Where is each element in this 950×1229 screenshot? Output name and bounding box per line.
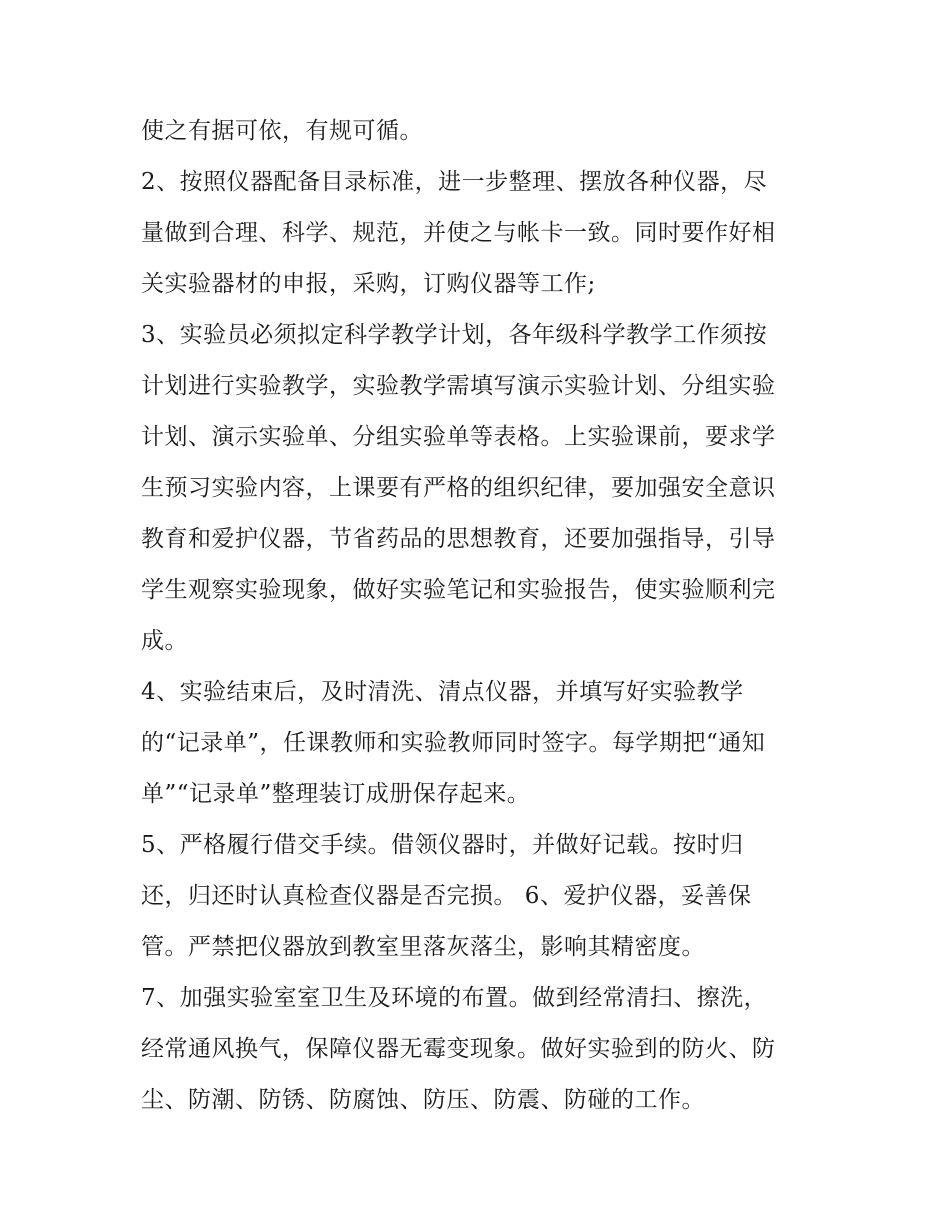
text-line: 经常通风换气，保障仪器无霉变现象。做好实验到的防火、防 [141, 1036, 776, 1062]
text-line: 5、严格履行借交手续。借领仪器时，并做好记载。按时归 [141, 832, 744, 858]
text-line: 生预习实验内容，上课要有严格的组织纪律，要加强安全意识 [141, 475, 776, 501]
text-line: 的“记录单”，任课教师和实验教师同时签字。每学期把“通知 [141, 730, 766, 756]
text-line: 学生观察实验现象，做好实验笔记和实验报告，使实验顺利完 [141, 577, 776, 603]
text-line: 计划进行实验教学，实验教学需填写演示实验计划、分组实验 [141, 373, 776, 399]
text-line: 单”“记录单”整理装订成册保存起来。 [141, 781, 531, 807]
text-line: 管。严禁把仪器放到教室里落灰落尘，影响其精密度。 [141, 934, 705, 960]
text-line: 尘、防潮、防锈、防腐蚀、防压、防震、防碰的工作。 [141, 1087, 705, 1113]
text-line: 4、实验结束后，及时清洗、清点仪器，并填写好实验教学 [141, 679, 744, 705]
text-line: 7、加强实验室室卫生及环境的布置。做到经常清扫、擦洗， [141, 985, 768, 1011]
text-line: 还，归还时认真检查仪器是否完损。 6、爱护仪器，妥善保 [141, 883, 752, 909]
text-line: 成。 [141, 628, 188, 654]
text-line: 3、实验员必须拟定科学教学计划，各年级科学教学工作须按 [141, 322, 768, 348]
document-body [141, 106, 821, 1126]
text-line: 使之有据可依，有规可循。 [141, 118, 423, 144]
text-line: 计划、演示实验单、分组实验单等表格。上实验课前，要求学 [141, 424, 776, 450]
text-line: 教育和爱护仪器，节省药品的思想教育，还要加强指导，引导 [141, 526, 776, 552]
text-line: 关实验器材的申报，采购，订购仪器等工作; [141, 271, 596, 297]
text-line: 量做到合理、科学、规范，并使之与帐卡一致。同时要作好相 [141, 220, 776, 246]
text-line: 2、按照仪器配备目录标准，进一步整理、摆放各种仪器，尽 [141, 169, 768, 195]
